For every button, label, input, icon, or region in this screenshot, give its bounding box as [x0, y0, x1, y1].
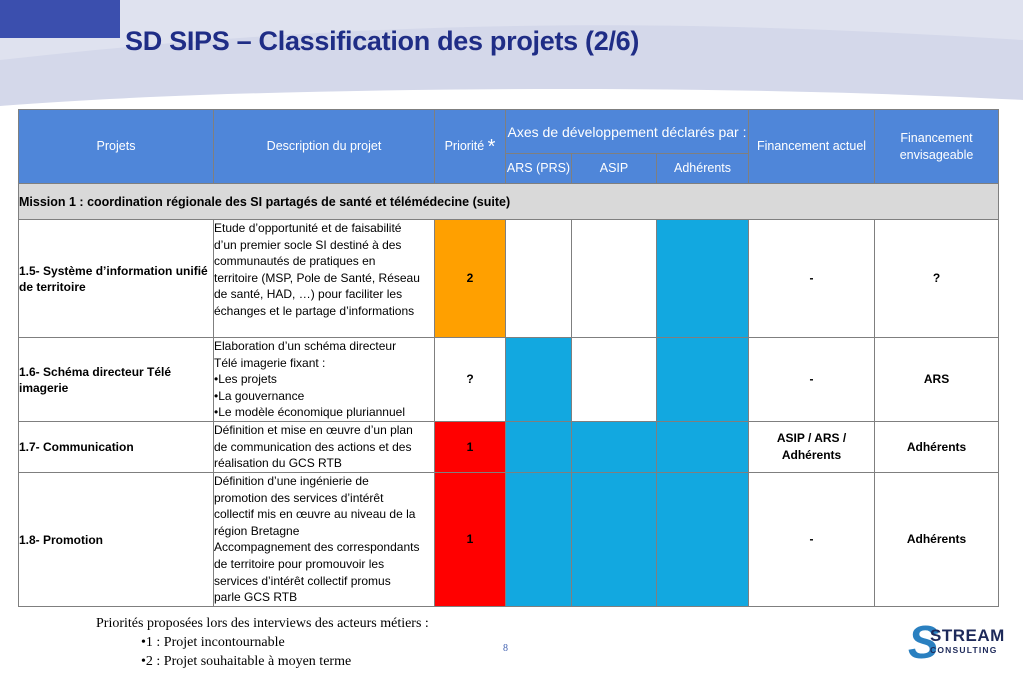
table-row: [19, 220, 999, 338]
stream-consulting-logo: [908, 616, 1008, 668]
axis-asip-cell: [572, 220, 657, 338]
axis-ars-cell: [506, 473, 572, 607]
project-name: 1.8- Promotion: [19, 473, 214, 607]
footnote-intro: Priorités proposées lors des interviews des acteurs métiers :: [96, 616, 429, 631]
financement-actuel-cell: -: [749, 220, 875, 338]
description-line: Etude d’opportunité et de faisabilité: [214, 221, 402, 235]
table-header-row: [19, 110, 999, 154]
project-description: [214, 473, 435, 607]
mission-label: Mission 1 : coordination régionale des SI partagés de santé et télémédecine (suite): [19, 184, 999, 220]
financement-actuel-cell: -: [749, 473, 875, 607]
axis-ars-cell: [506, 338, 572, 422]
description-line: Définition d’une ingénierie de: [214, 474, 369, 488]
axis-adherents-cell: [657, 422, 749, 473]
project-description: [214, 220, 435, 338]
description-line: •Le modèle économique pluriannuel: [214, 405, 405, 420]
description-line: échanges et le partage d’informations: [214, 303, 415, 318]
axis-ars-cell: [506, 422, 572, 473]
project-name: 1.5- Système d’information unifié de territoire: [19, 220, 214, 338]
financement-envisageable-cell: ?: [875, 220, 999, 338]
header-ars-prs: ARS (PRS): [506, 154, 572, 184]
description-line: Définition et mise en œuvre d’un plan: [214, 423, 413, 437]
header-priorite: [435, 110, 506, 184]
description-line: de santé, HAD, …) pour faciliter les: [214, 287, 403, 302]
financement-envisageable-cell: Adhérents: [875, 422, 999, 473]
description-line: de territoire pour promouvoir les: [214, 556, 385, 571]
header-axes: Axes de développement déclarés par :: [506, 110, 749, 154]
financement-actuel-cell: -: [749, 338, 875, 422]
table-row: [19, 338, 999, 422]
table-row: [19, 422, 999, 473]
description-line: promotion des services d’intérêt: [214, 490, 384, 505]
header-priorite-star: *: [487, 135, 496, 158]
mission-row: [19, 184, 999, 220]
priority-cell: 1: [435, 473, 506, 607]
footnote-item: •2 : Projet souhaitable à moyen terme: [141, 654, 352, 669]
axis-ars-cell: [506, 220, 572, 338]
priority-cell: 2: [435, 220, 506, 338]
priority-cell: 1: [435, 422, 506, 473]
project-description: [214, 422, 435, 473]
description-line: communautés de pratiques en: [214, 254, 376, 269]
projects-table: [18, 109, 999, 607]
financement-actuel-cell: ASIP / ARS / Adhérents: [749, 422, 875, 473]
header-financement-actuel: Financement actuel: [749, 110, 875, 184]
corner-accent-block: [0, 0, 120, 38]
axis-adherents-cell: [657, 473, 749, 607]
header-priorite-label: Priorité: [444, 138, 485, 153]
project-name: 1.6- Schéma directeur Télé imagerie: [19, 338, 214, 422]
project-description: [214, 338, 435, 422]
axis-adherents-cell: [657, 220, 749, 338]
description-line: Elaboration d’un schéma directeur: [214, 339, 397, 353]
project-name: 1.7- Communication: [19, 422, 214, 473]
description-line: Télé imagerie fixant :: [214, 355, 326, 370]
header-projets: Projets: [19, 110, 214, 184]
description-line: de communication des actions et des: [214, 439, 412, 454]
page-number: 8: [503, 643, 508, 654]
description-line: territoire (MSP, Pole de Santé, Réseau: [214, 270, 420, 285]
axis-asip-cell: [572, 422, 657, 473]
footnote-item: •1 : Projet incontournable: [141, 635, 285, 650]
description-line: région Bretagne: [214, 523, 300, 538]
axis-asip-cell: [572, 473, 657, 607]
description-line: réalisation du GCS RTB: [214, 456, 342, 471]
header-financement-envisageable: Financement envisageable: [875, 110, 999, 184]
priority-cell: ?: [435, 338, 506, 422]
description-line: Accompagnement des correspondants: [214, 540, 420, 555]
header-asip: ASIP: [572, 154, 657, 184]
page-title: SD SIPS – Classification des projets (2/6): [125, 26, 640, 56]
axis-asip-cell: [572, 338, 657, 422]
table-row: [19, 473, 999, 607]
header-description: Description du projet: [214, 110, 435, 184]
description-line: parle GCS RTB: [214, 590, 298, 605]
description-line: •La gouvernance: [214, 388, 305, 403]
description-line: •Les projets: [214, 372, 277, 387]
logo-word-consulting: CONSULTING: [930, 645, 998, 655]
header-background-swoosh: [0, 0, 1023, 120]
logo-word-stream: STREAM: [930, 626, 1005, 645]
priority-footnote: [96, 614, 429, 671]
financement-envisageable-cell: Adhérents: [875, 473, 999, 607]
financement-envisageable-cell: ARS: [875, 338, 999, 422]
logo-s-glyph: S: [908, 616, 939, 668]
description-line: services d’intérêt collectif promus: [214, 573, 391, 588]
description-line: d’un premier socle SI destiné à des: [214, 237, 402, 252]
description-line: collectif mis en œuvre au niveau de la: [214, 507, 416, 522]
header-adherents: Adhérents: [657, 154, 749, 184]
axis-adherents-cell: [657, 338, 749, 422]
